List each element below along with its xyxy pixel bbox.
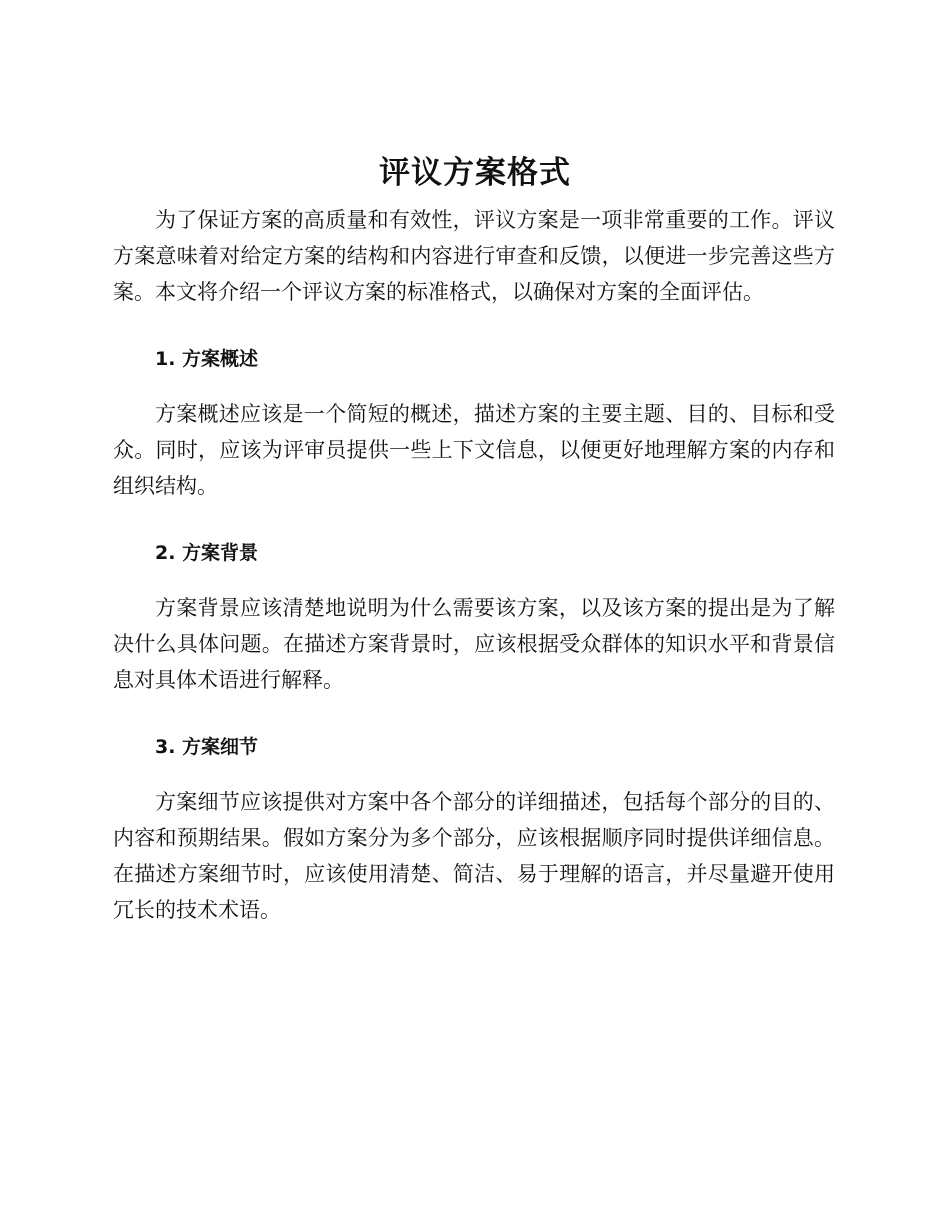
- document-title: 评议方案格式: [379, 155, 571, 191]
- section-heading-details: 3. 方案细节: [155, 736, 259, 758]
- section-heading-overview: 1. 方案概述: [155, 348, 259, 370]
- section-body-details: 方案细节应该提供对方案中各个部分的详细描述，包括每个部分的目的、内容和预期结果。假如方案分为多个部分，应该根据顺序同时提供详细信息。在描述方案细节时，应该使用清楚、简洁、易于理解的语言，并尽量避开使用冗长的技术术语。: [113, 790, 835, 922]
- section-body-overview: 方案概述应该是一个简短的概述，描述方案的主要主题、目的、目标和受众。同时，应该为评审员提供一些上下文信息，以便更好地理解方案的内存和组织结构。: [113, 402, 835, 498]
- intro-paragraph: 为了保证方案的高质量和有效性，评议方案是一项非常重要的工作。评议方案意味着对给定方案的结构和内容进行审查和反馈，以便进一步完善这些方案。本文将介绍一个评议方案的标准格式，以确保对方案的全面评估。: [113, 208, 835, 304]
- section-heading-background: 2. 方案背景: [155, 542, 259, 564]
- section-body-background: 方案背景应该清楚地说明为什么需要该方案，以及该方案的提出是为了解决什么具体问题。在描述方案背景时，应该根据受众群体的知识水平和背景信息对具体术语进行解释。: [113, 596, 835, 692]
